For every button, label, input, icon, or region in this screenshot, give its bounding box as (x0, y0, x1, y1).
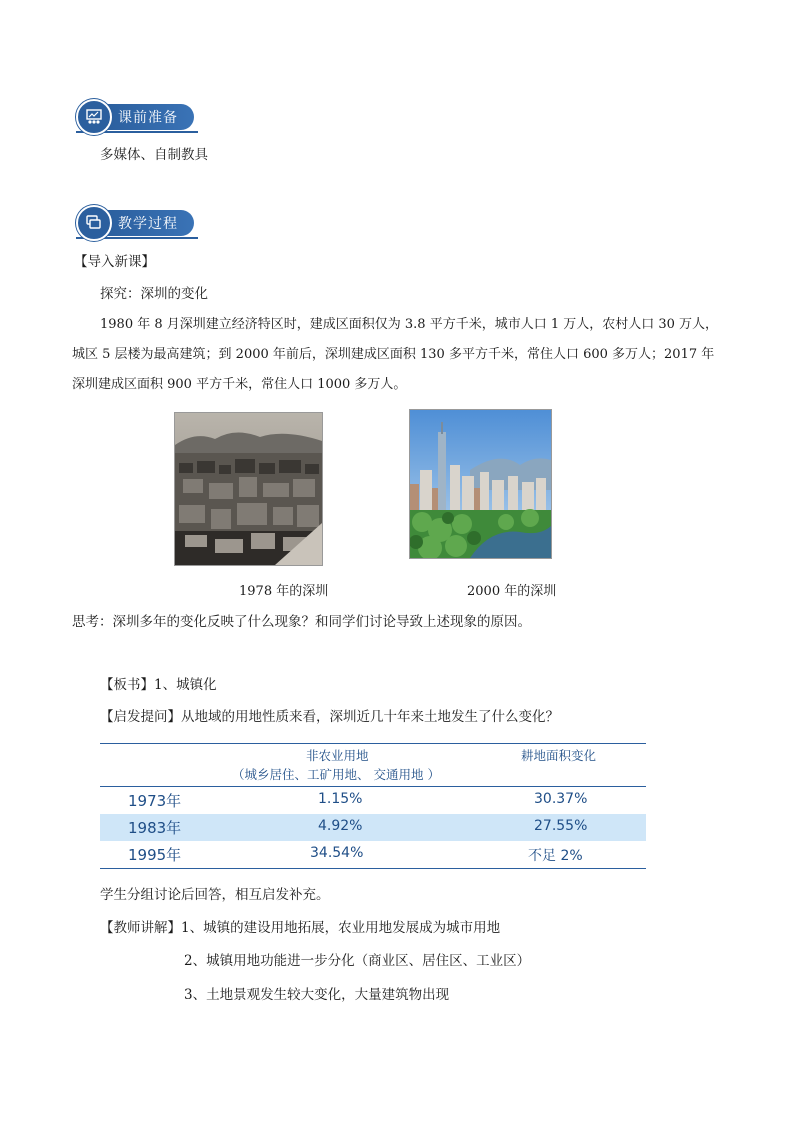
teacher-point-3: 3、土地景观发生较大变化，大量建筑物出现 (184, 987, 450, 1003)
photo-caption-2000: 2000 年的深圳 (467, 584, 557, 599)
layers-icon (76, 205, 112, 241)
table-row (100, 787, 646, 814)
section-title: 教学过程 (104, 210, 194, 236)
board-note: 【板书】1、城镇化 (100, 677, 217, 693)
teacher-point-2: 2、城镇用地功能进一步分化（商业区、居住区、工业区） (184, 953, 531, 969)
table-bottom-rule (100, 868, 646, 869)
table-cell-year: 1995年 (128, 846, 182, 864)
table-cell-nonfarm: 1.15% (318, 791, 363, 807)
explore-title: 探究：深圳的变化 (100, 286, 208, 302)
teacher-point-1: 【教师讲解】1、城镇的建设用地拓展，农业用地发展成为城市用地 (100, 920, 501, 936)
section-header-process (76, 208, 194, 238)
table-top-rule (100, 743, 646, 744)
photo-shenzhen-1978 (174, 412, 323, 566)
intro-paragraph-cont: 城区 5 层楼为最高建筑；到 2000 年前后，深圳建成区面积 130 多平方千米，常住人口 600 多万人；2017 年 深圳建成区面积 900 平方千米，常住人口 1000 多万人。 (72, 347, 715, 392)
table-cell-farmland: 不足 2% (528, 848, 583, 864)
photo-caption-1978: 1978 年的深圳 (239, 584, 329, 599)
section-header-prep (76, 102, 194, 132)
presentation-icon (76, 99, 112, 135)
photo-shenzhen-2000 (409, 409, 552, 559)
think-question: 思考：深圳多年的变化反映了什么现象？和同学们讨论导致上述现象的原因。 (72, 614, 531, 630)
prep-content: 多媒体、自制教具 (100, 147, 208, 163)
intro-paragraph: 1980 年 8 月深圳建立经济特区时，建成区面积仅为 3.8 平方千米，城市人口 1 万人，农村人口 30 万人， (100, 317, 719, 332)
table-header-nonfarm-detail: （城乡居住、工矿用地、 交通用地 ） (232, 767, 440, 782)
table-cell-year: 1973年 (128, 792, 182, 810)
table-header-farmland: 耕地面积变化 (521, 748, 597, 763)
table-row (100, 841, 646, 868)
table-cell-nonfarm: 34.54% (310, 845, 364, 861)
table-cell-farmland: 27.55% (534, 818, 588, 834)
section-title: 课前准备 (104, 104, 194, 130)
table-row (100, 814, 646, 841)
table-header-nonfarm: 非农业用地 (306, 748, 369, 763)
discussion-note: 学生分组讨论后回答，相互启发补充。 (100, 887, 330, 903)
table-cell-nonfarm: 4.92% (318, 818, 363, 834)
intro-heading: 【导入新课】 (74, 254, 155, 270)
table-cell-year: 1983年 (128, 819, 182, 837)
table-cell-farmland: 30.37% (534, 791, 588, 807)
guiding-question: 【启发提问】从地域的用地性质来看，深圳近几十年来土地发生了什么变化？ (100, 709, 559, 725)
